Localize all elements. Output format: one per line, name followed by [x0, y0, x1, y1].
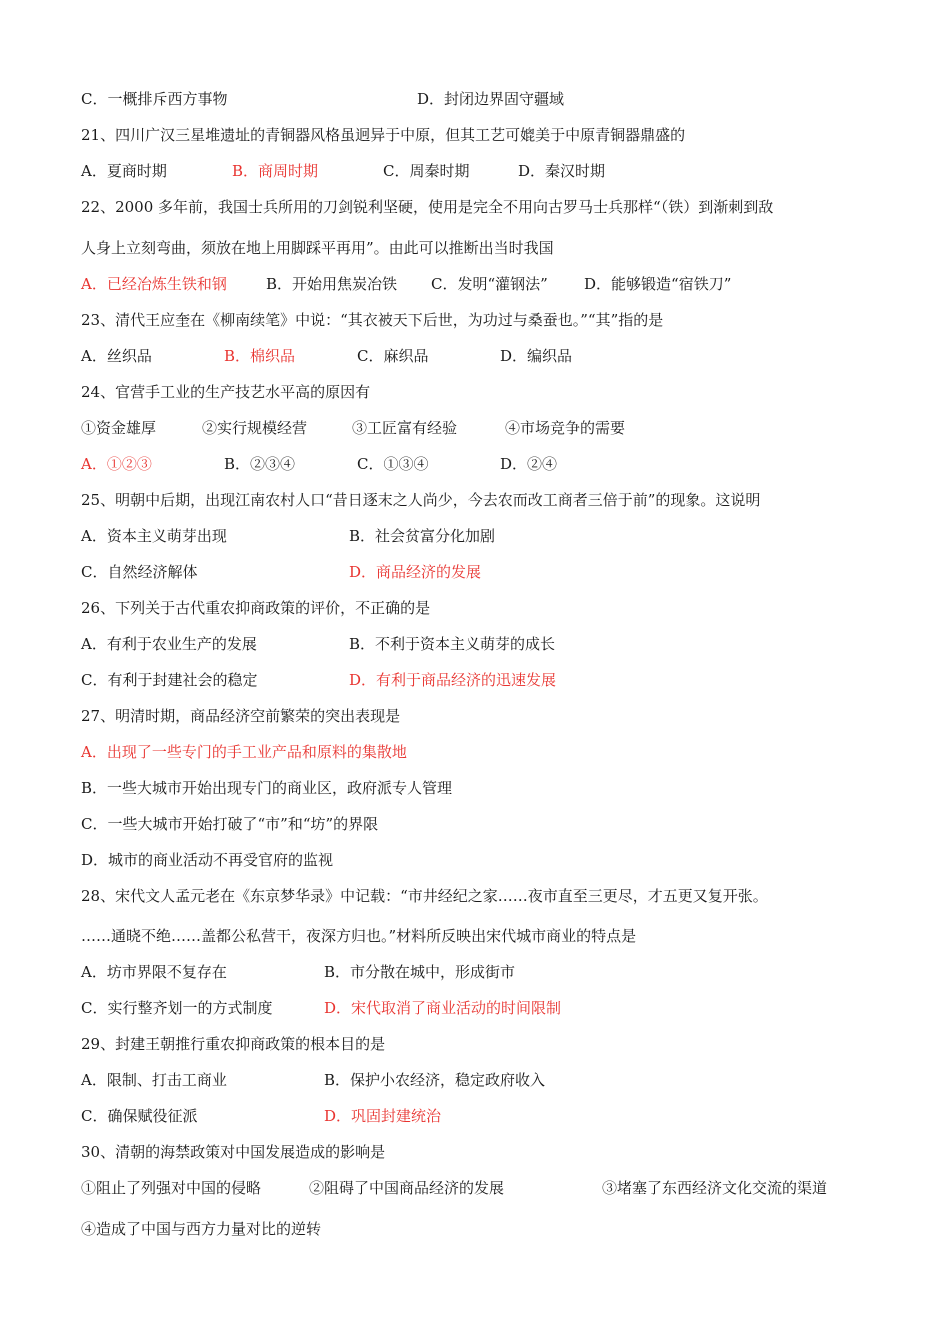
q30-stem: [81, 1140, 890, 1164]
q25-option-a: A．资本主义萌芽出现: [81, 527, 227, 545]
q21-option-b-answer: B．商周时期: [232, 162, 319, 180]
q22-option-c: C．发明“灌钢法”: [431, 275, 548, 293]
q28-stem-line2: [81, 924, 890, 948]
q28-option-d-answer: D．宋代取消了商业活动的时间限制: [324, 999, 562, 1017]
q24-option-d: D．②④: [500, 455, 558, 473]
q28-option-a: A．坊市界限不复存在: [81, 963, 227, 981]
q23-option-d: D．编织品: [500, 347, 573, 365]
q24-stem: [81, 380, 890, 404]
q23-stem: [81, 308, 890, 332]
q25-stem: [81, 488, 890, 512]
q24-stem-text: 24、官营手工业的生产技艺水平高的原因有: [81, 383, 371, 401]
q21-option-c: C．周秦时期: [383, 162, 470, 180]
q20-option-c: C．一概排斥西方事物: [81, 90, 228, 108]
q20-options-cd: [81, 87, 890, 111]
q22-stem-text-1: 22、2000 多年前，我国士兵所用的刀剑锐利坚硬，使用是完全不用向古罗马士兵那样“（铁）到渐刺到敌: [81, 198, 774, 216]
q30-statement-2: ②阻碍了中国商品经济的发展: [309, 1179, 505, 1197]
q26-option-b: B．不利于资本主义萌芽的成长: [349, 635, 556, 653]
q22-stem-text-2: 人身上立刻弯曲，须放在地上用脚踩平再用”。由此可以推断出当时我国: [81, 239, 554, 257]
q24-option-a-answer: A．①②③: [81, 455, 152, 473]
q24-option-b: B．②③④: [224, 455, 296, 473]
q21-option-a: A．夏商时期: [81, 162, 167, 180]
q26-stem-text: 26、下列关于古代重农抑商政策的评价，不正确的是: [81, 599, 431, 617]
q22-stem-line1: [81, 195, 890, 219]
q24-statement-4: ④市场竞争的需要: [505, 419, 626, 437]
q30-statement-1: ①阻止了列强对中国的侵略: [81, 1179, 262, 1197]
q28-stem-line1: [81, 884, 890, 908]
q25-option-c: C．自然经济解体: [81, 563, 198, 581]
q30-statements-123: [81, 1176, 890, 1200]
q27-stem: [81, 704, 890, 728]
q28-option-c: C．实行整齐划一的方式制度: [81, 999, 273, 1017]
q27-option-a-answer: [81, 740, 890, 764]
q25-options-ab: [81, 524, 890, 548]
q23-options: [81, 344, 890, 368]
q25-option-d-answer: D．商品经济的发展: [349, 563, 482, 581]
q21-stem-text: 21、四川广汉三星堆遗址的青铜器风格虽迥异于中原，但其工艺可媲美于中原青铜器鼎盛的: [81, 126, 686, 144]
q23-option-b-answer: B．棉织品: [224, 347, 296, 365]
q26-options-ab: [81, 632, 890, 656]
q29-options-cd: [81, 1104, 890, 1128]
q24-statement-2: ②实行规模经营: [202, 419, 308, 437]
q22-option-b: B．开始用焦炭冶铁: [266, 275, 398, 293]
q27-stem-text: 27、明清时期，商品经济空前繁荣的突出表现是: [81, 707, 401, 725]
q22-options: [81, 272, 890, 296]
q21-stem: [81, 123, 890, 147]
q30-statement-4-line: [81, 1217, 890, 1241]
q28-options-ab: [81, 960, 890, 984]
q25-option-b: B．社会贫富分化加剧: [349, 527, 496, 545]
q27-option-c-text: C．一些大城市开始打破了“市”和“坊”的界限: [81, 815, 379, 833]
q27-option-b-text: B．一些大城市开始出现专门的商业区，政府派专人管理: [81, 779, 453, 797]
q30-statement-3: ③堵塞了东西经济文化交流的渠道: [602, 1179, 828, 1197]
q22-stem-line2: [81, 236, 890, 260]
q23-option-c: C．麻织品: [357, 347, 429, 365]
q29-option-a: A．限制、打击工商业: [81, 1071, 227, 1089]
q28-stem-text-2: ……通晓不绝……盖都公私营干，夜深方归也。”材料所反映出宋代城市商业的特点是: [81, 927, 637, 945]
q29-option-d-answer: D．巩固封建统治: [324, 1107, 442, 1125]
q27-option-c: [81, 812, 890, 836]
q24-statement-3: ③工匠富有经验: [352, 419, 458, 437]
q29-option-b: B．保护小农经济，稳定政府收入: [324, 1071, 546, 1089]
q29-option-c: C．确保赋役征派: [81, 1107, 198, 1125]
q24-statement-1: ①资金雄厚: [81, 419, 157, 437]
q20-option-d: D．封闭边界固守疆域: [417, 90, 565, 108]
q25-stem-text: 25、明朝中后期，出现江南农村人口“昔日逐末之人尚少，今去农而改工商者三倍于前”的现象。这说明: [81, 491, 761, 509]
q29-options-ab: [81, 1068, 890, 1092]
q21-options: [81, 159, 890, 183]
q26-option-d-answer: D．有利于商品经济的迅速发展: [349, 671, 557, 689]
q21-option-d: D．秦汉时期: [518, 162, 606, 180]
q23-option-a: A．丝织品: [81, 347, 152, 365]
q27-option-b: [81, 776, 890, 800]
q29-stem: [81, 1032, 890, 1056]
q27-option-d-text: D．城市的商业活动不再受官府的监视: [81, 851, 334, 869]
q26-option-a: A．有利于农业生产的发展: [81, 635, 257, 653]
q28-stem-text-1: 28、宋代文人孟元老在《东京梦华录》中记载：“市井经纪之家……夜市直至三更尽，才五更又复开张。: [81, 887, 768, 905]
q24-statements: [81, 416, 890, 440]
q30-statement-4: ④造成了中国与西方力量对比的逆转: [81, 1220, 322, 1238]
q26-option-c: C．有利于封建社会的稳定: [81, 671, 258, 689]
q22-option-a-answer: A．已经冶炼生铁和钢: [81, 275, 227, 293]
q23-stem-text: 23、清代王应奎在《柳南续笔》中说：“其衣被天下后世，为功过与桑蚕也。”“其”指的是: [81, 311, 664, 329]
q26-options-cd: [81, 668, 890, 692]
q29-stem-text: 29、封建王朝推行重农抑商政策的根本目的是: [81, 1035, 386, 1053]
q27-option-a-text: A．出现了一些专门的手工业产品和原料的集散地: [81, 743, 407, 761]
q22-option-d: D．能够锻造“宿铁刀”: [584, 275, 732, 293]
q28-options-cd: [81, 996, 890, 1020]
q30-stem-text: 30、清朝的海禁政策对中国发展造成的影响是: [81, 1143, 386, 1161]
q24-options: [81, 452, 890, 476]
q27-option-d: [81, 848, 890, 872]
q26-stem: [81, 596, 890, 620]
q25-options-cd: [81, 560, 890, 584]
q24-option-c: C．①③④: [357, 455, 429, 473]
q28-option-b: B．市分散在城中，形成街市: [324, 963, 516, 981]
